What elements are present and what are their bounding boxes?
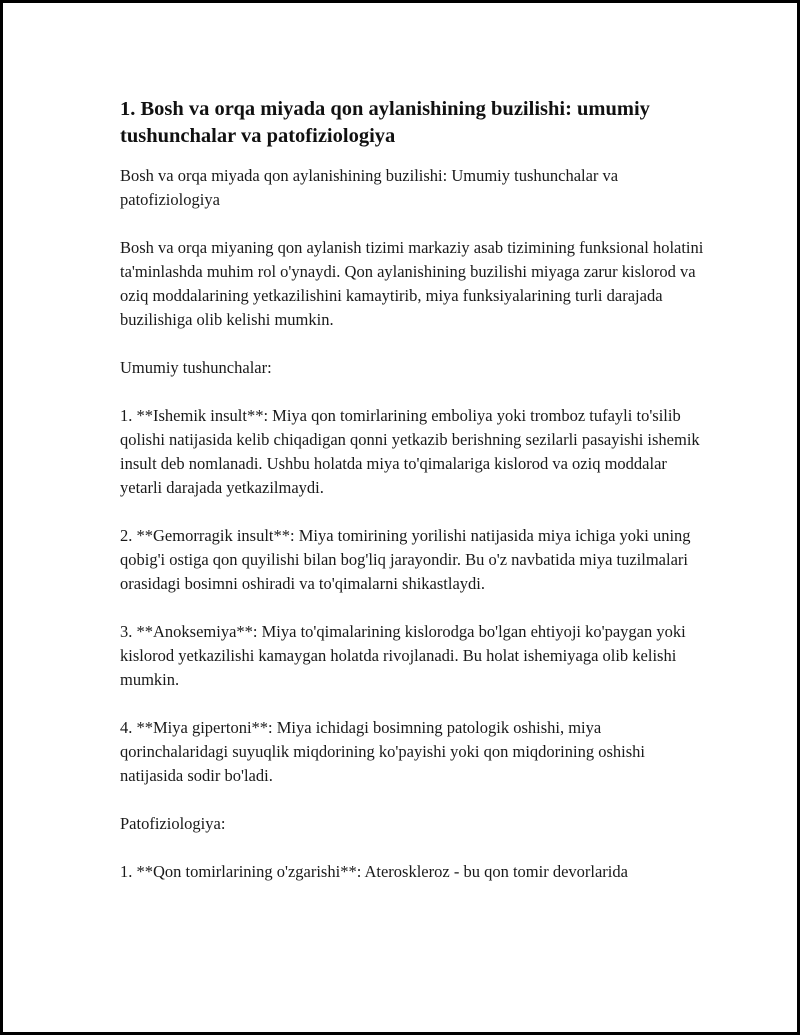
- list-item-hemorrhagic-stroke: 2. **Gemorragik insult**: Miya tomirining yorilishi natijasida miya ichiga yoki uning qobig'i ostiga qon quyilishi bilan bog'liq jarayondir. Bu o'z navbatida miya tuzilmalari orasidagi bosimni oshiradi va to'qimalarni shikastlaydi.: [120, 526, 691, 593]
- list-item-vessel-changes: 1. **Qon tomirlarining o'zgarishi**: Ateroskleroz - bu qon tomir devorlarida: [120, 862, 628, 881]
- list-item-brain-hypertension: 4. **Miya gipertoni**: Miya ichidagi bosimning patologik oshishi, miya qorinchalaridagi suyuqlik miqdorining ko'payishi yoki qon miqdorining oshishi natijasida sodir bo'ladi.: [120, 718, 645, 785]
- document-body: [120, 96, 705, 908]
- intro-paragraph: Bosh va orqa miyaning qon aylanish tizimi markaziy asab tizimining funksional holatini ta'minlashda muhim rol o'ynaydi. Qon aylanishining buzilishi miyaga zarur kislorod va oziq moddalarining yetkazilishini kamaytirib, miya funksiyalarining turli darajada buzilishiga olib kelishi mumkin.: [120, 238, 704, 329]
- list-item-anoxemia: 3. **Anoksemiya**: Miya to'qimalarining kislorodga bo'lgan ehtiyoji ko'paygan yoki kislorod yetkazilishi kamaygan holatda rivojlanadi. Bu holat ishemiyaga olib kelishi mumkin.: [120, 622, 686, 689]
- general-concepts-label: Umumiy tushunchalar:: [120, 358, 272, 377]
- section-heading: 1. Bosh va orqa miyada qon aylanishining buzilishi: umumiy tushunchalar va patofiziologiya: [120, 98, 650, 147]
- pathophysiology-label: Patofiziologiya:: [120, 814, 226, 833]
- subtitle-paragraph: Bosh va orqa miyada qon aylanishining buzilishi: Umumiy tushunchalar va patofiziologiya: [120, 166, 619, 209]
- list-item-ischemic-stroke: 1. **Ishemik insult**: Miya qon tomirlarining emboliya yoki tromboz tufayli to'silib qolishi natijasida kelib chiqadigan qonni yetkazib berishning sezilarli pasayishi ishemik insult deb nomlanadi. Ushbu holatda miya to'qimalariga kislorod va oziq moddalar yetarli darajada yetkazilmaydi.: [120, 406, 700, 497]
